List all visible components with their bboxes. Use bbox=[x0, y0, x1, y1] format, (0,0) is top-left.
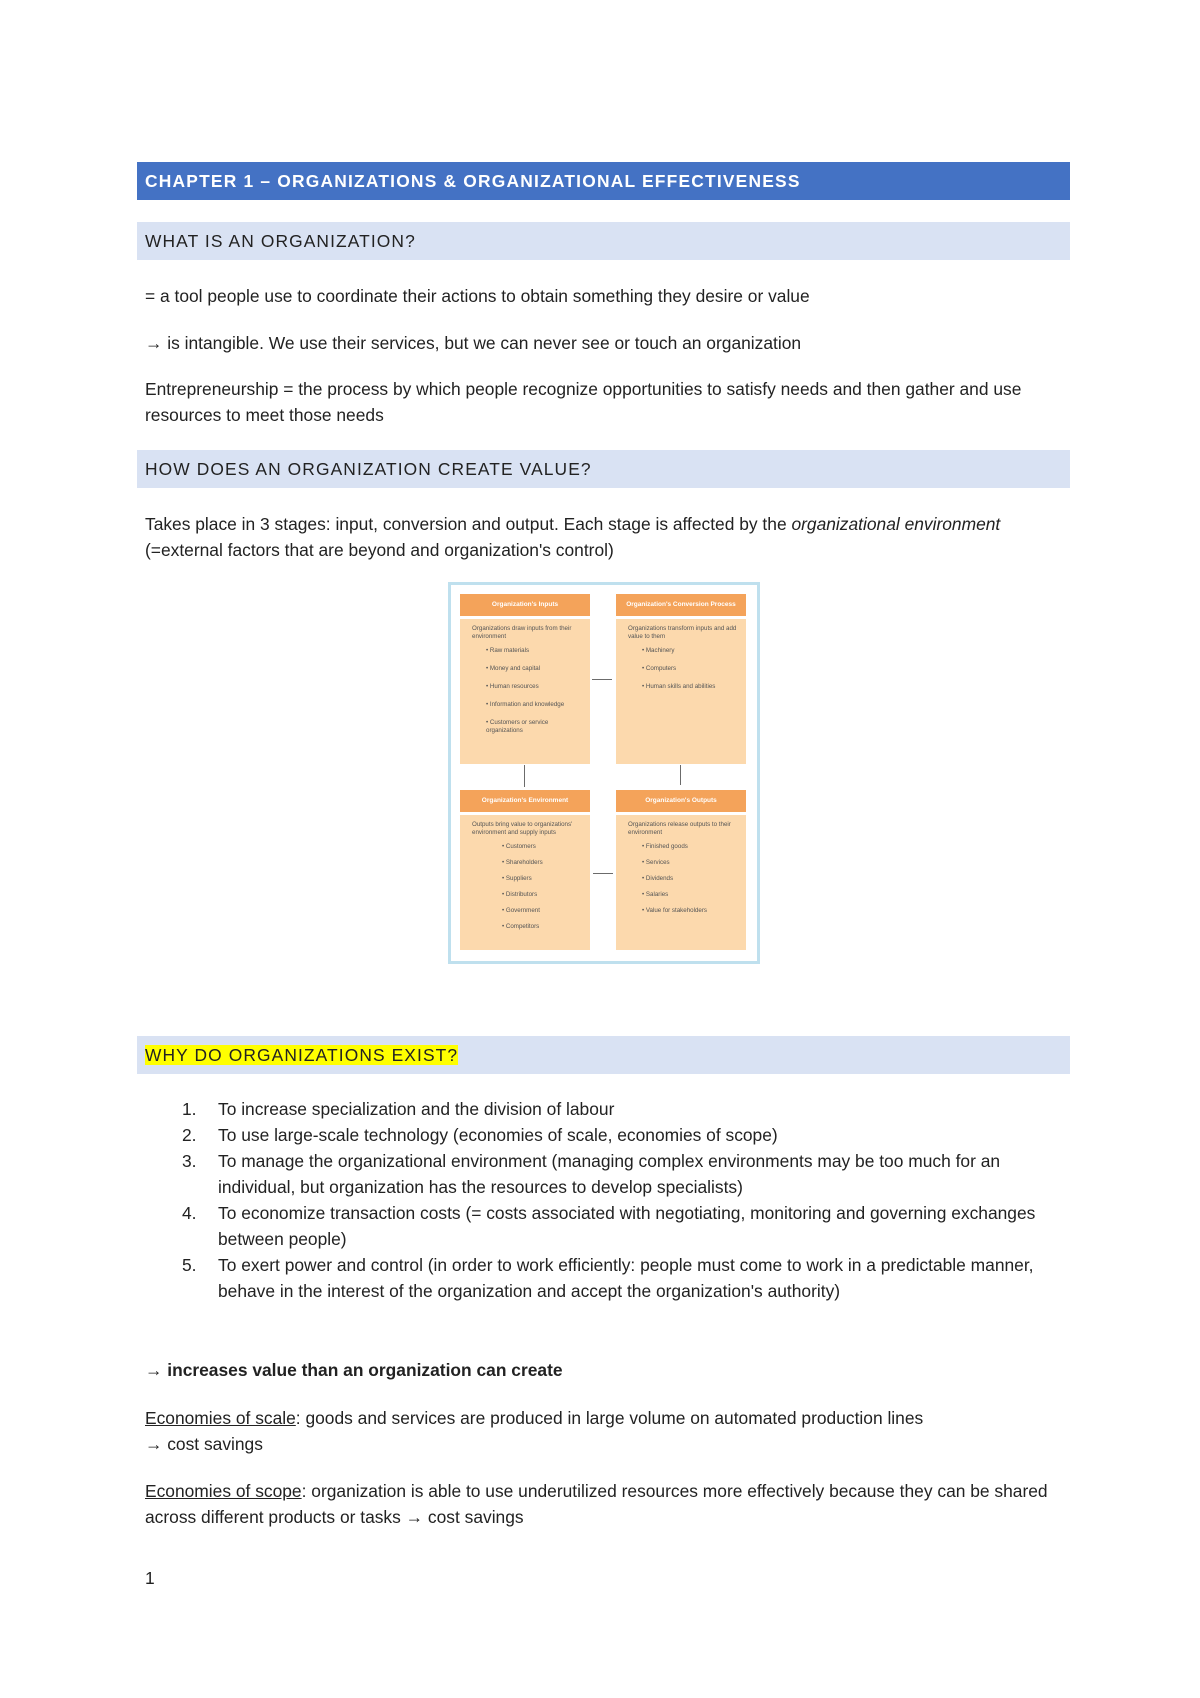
arrow-outputs-to-environment bbox=[593, 873, 613, 874]
outputs-panel bbox=[616, 790, 746, 950]
arrow-environment-to-inputs bbox=[524, 765, 525, 787]
entrepreneurship-definition: Entrepreneurship = the process by which people recognize opportunities to satisfy needs and then gather and use resources to meet those needs bbox=[145, 379, 1022, 425]
scale-term: Economies of scale bbox=[145, 1408, 296, 1428]
section-heading-why-exist bbox=[137, 1036, 1070, 1074]
section-heading-what-is: WHAT IS AN ORGANIZATION? bbox=[137, 222, 1070, 260]
value-stages-text bbox=[145, 511, 1055, 563]
chapter-title: CHAPTER 1 – ORGANIZATIONS & ORGANIZATIONAL EFFECTIVENESS bbox=[137, 162, 1070, 200]
list-item bbox=[145, 1148, 1070, 1200]
scope-result: cost savings bbox=[427, 1507, 524, 1527]
arrow-icon: → bbox=[145, 333, 163, 353]
inputs-item: • Information and knowledge bbox=[486, 701, 565, 708]
list-item bbox=[145, 1200, 1070, 1252]
environment-lead: Outputs bring value to organizations' environment and supply inputs bbox=[472, 821, 573, 836]
conversion-panel bbox=[616, 594, 746, 764]
intangible-text: is intangible. We use their services, but we can never see or touch an organization bbox=[167, 333, 802, 353]
list-text: To economize transaction costs (= costs associated with negotiating, monitoring and governing exchanges between people) bbox=[218, 1203, 1036, 1249]
outputs-item: • Salaries bbox=[642, 891, 669, 898]
list-text: To use large-scale technology (economies of scale, economies of scope) bbox=[218, 1125, 778, 1145]
list-number: 4. bbox=[182, 1203, 197, 1223]
conversion-body bbox=[616, 619, 746, 764]
inputs-panel bbox=[460, 594, 590, 764]
arrow-inputs-to-conversion bbox=[592, 679, 612, 680]
list-number: 5. bbox=[182, 1255, 197, 1275]
scope-term: Economies of scope bbox=[145, 1481, 302, 1501]
outputs-item: • Dividends bbox=[642, 875, 674, 882]
list-item bbox=[145, 1122, 1070, 1148]
list-text: To exert power and control (in order to work efficiently: people must come to work in a predictable manner, behave in the interest of the organization and accept the organization's authority) bbox=[218, 1255, 1034, 1301]
inputs-lead: Organizations draw inputs from their environment bbox=[472, 625, 572, 640]
environment-body bbox=[460, 815, 590, 950]
conversion-item: • Machinery bbox=[642, 647, 675, 654]
list-text: To manage the organizational environment (managing complex environments may be too much for an individual, but organization has the resources to develop specialists) bbox=[218, 1151, 1001, 1197]
scale-result: cost savings bbox=[167, 1434, 263, 1454]
outputs-lead: Organizations release outputs to their environment bbox=[628, 821, 731, 836]
list-item bbox=[145, 1252, 1070, 1304]
environment-item: • Government bbox=[502, 907, 540, 914]
section-heading-create-value: HOW DOES AN ORGANIZATION CREATE VALUE? bbox=[137, 450, 1070, 488]
economies-of-scope bbox=[145, 1478, 1065, 1530]
inputs-item: • Human resources bbox=[486, 683, 539, 690]
why-exist-heading-text: WHY DO ORGANIZATIONS EXIST? bbox=[145, 1045, 459, 1065]
inputs-item: • Raw materials bbox=[486, 647, 530, 654]
arrow-icon: → bbox=[145, 1434, 163, 1454]
organization-definition bbox=[145, 283, 1065, 309]
outputs-body bbox=[616, 815, 746, 950]
arrow-conversion-to-outputs bbox=[680, 765, 681, 785]
conclusion-text: increases value than an organization can create bbox=[167, 1360, 563, 1380]
inputs-item: • Money and capital bbox=[486, 665, 541, 672]
environment-panel bbox=[460, 790, 590, 950]
arrow-icon: → bbox=[145, 1360, 163, 1380]
list-text: To increase specialization and the division of labour bbox=[218, 1099, 615, 1119]
outputs-item: • Services bbox=[642, 859, 670, 866]
page-number: 1 bbox=[145, 1568, 155, 1588]
value-creation-diagram bbox=[448, 582, 760, 964]
conversion-item: • Computers bbox=[642, 665, 677, 672]
environment-item: • Suppliers bbox=[502, 875, 532, 882]
environment-item: • Competitors bbox=[502, 923, 540, 930]
list-number: 2. bbox=[182, 1125, 197, 1145]
definition-text: = a tool people use to coordinate their actions to obtain something they desire or value bbox=[145, 286, 810, 306]
conversion-title: Organization's Conversion Process bbox=[616, 594, 746, 616]
conversion-item: • Human skills and abilities bbox=[642, 683, 716, 690]
stages-text-italic: organizational environment bbox=[791, 514, 1001, 534]
inputs-body bbox=[460, 619, 590, 764]
list-item bbox=[145, 1096, 1070, 1122]
list-number: 3. bbox=[182, 1151, 197, 1171]
outputs-title: Organization's Outputs bbox=[616, 790, 746, 812]
reasons-list bbox=[145, 1096, 1070, 1304]
economies-of-scale bbox=[145, 1405, 1065, 1457]
list-number: 1. bbox=[182, 1099, 197, 1119]
scale-text: : goods and services are produced in large volume on automated production lines bbox=[295, 1408, 924, 1428]
conversion-lead: Organizations transform inputs and add value to them bbox=[628, 625, 737, 640]
arrow-icon: → bbox=[405, 1507, 424, 1527]
environment-item: • Distributors bbox=[502, 891, 538, 898]
outputs-item: • Value for stakeholders bbox=[642, 907, 707, 914]
intangible-line bbox=[145, 330, 1065, 356]
stages-text-before: Takes place in 3 stages: input, conversion and output. Each stage is affected by the bbox=[145, 514, 792, 534]
environment-item: • Customers bbox=[502, 843, 536, 850]
outputs-item: • Finished goods bbox=[642, 843, 688, 850]
environment-item: • Shareholders bbox=[502, 859, 543, 866]
inputs-title: Organization's Inputs bbox=[460, 594, 590, 616]
environment-title: Organization's Environment bbox=[460, 790, 590, 812]
scope-text: : organization is able to use underutilized resources more effectively because they can be shared across different products or tasks bbox=[145, 1481, 1048, 1527]
stages-text-after: (=external factors that are beyond and organization's control) bbox=[145, 540, 614, 560]
inputs-item: • Customers or service organizations bbox=[486, 719, 549, 734]
conclusion-line bbox=[145, 1357, 1065, 1383]
